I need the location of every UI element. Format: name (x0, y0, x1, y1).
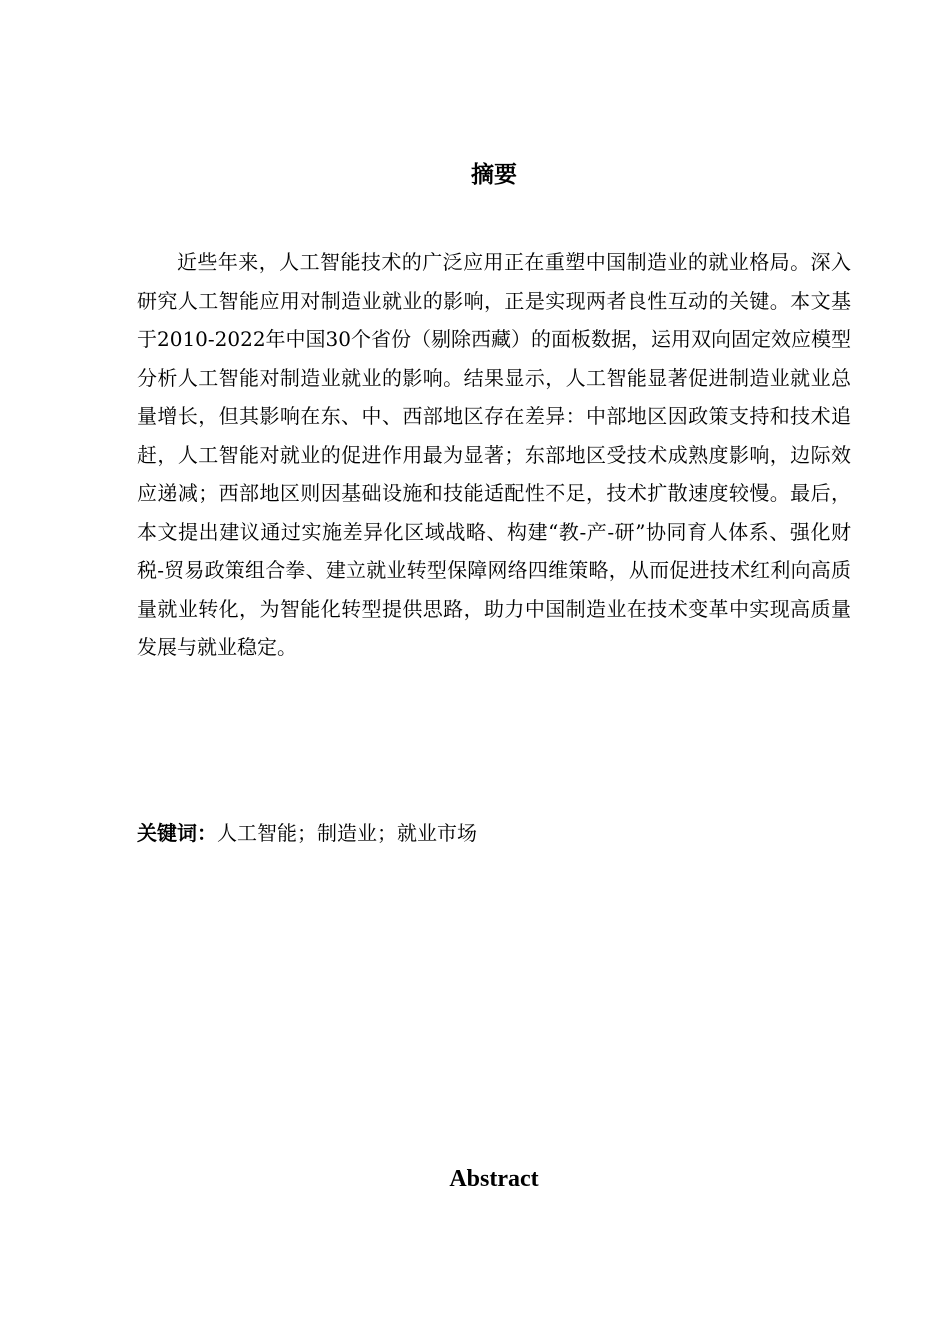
abstract-body: 近些年来，人工智能技术的广泛应用正在重塑中国制造业的就业格局。深入研究人工智能应用对制造业就业的影响，正是实现两者良性互动的关键。本文基于2010-2022年中国30个省份（剔除西藏）的面板数据，运用双向固定效应模型分析人工智能对制造业就业的影响。结果显示，人工智能显著促进制造业就业总量增长，但其影响在东、中、西部地区存在差异：中部地区因政策支持和技术追赶，人工智能对就业的促进作用最为显著；东部地区受技术成熟度影响，边际效应递减；西部地区则因基础设施和技能适配性不足，技术扩散速度较慢。最后，本文提出建议通过实施差异化区域战略、构建“教-产-研”协同育人体系、强化财税-贸易政策组合拳、建立就业转型保障网络四维策略，从而促进技术红利向高质量就业转化，为智能化转型提供思路，助力中国制造业在技术变革中实现高质量发展与就业稳定。 (137, 250, 852, 659)
keywords-value: 人工智能；制造业；就业市场 (217, 821, 477, 845)
abstract-title: 摘要 (471, 162, 517, 188)
keywords-label: 关键词： (137, 821, 217, 845)
keywords-line (137, 815, 477, 851)
english-abstract-title: Abstract (449, 1166, 539, 1192)
